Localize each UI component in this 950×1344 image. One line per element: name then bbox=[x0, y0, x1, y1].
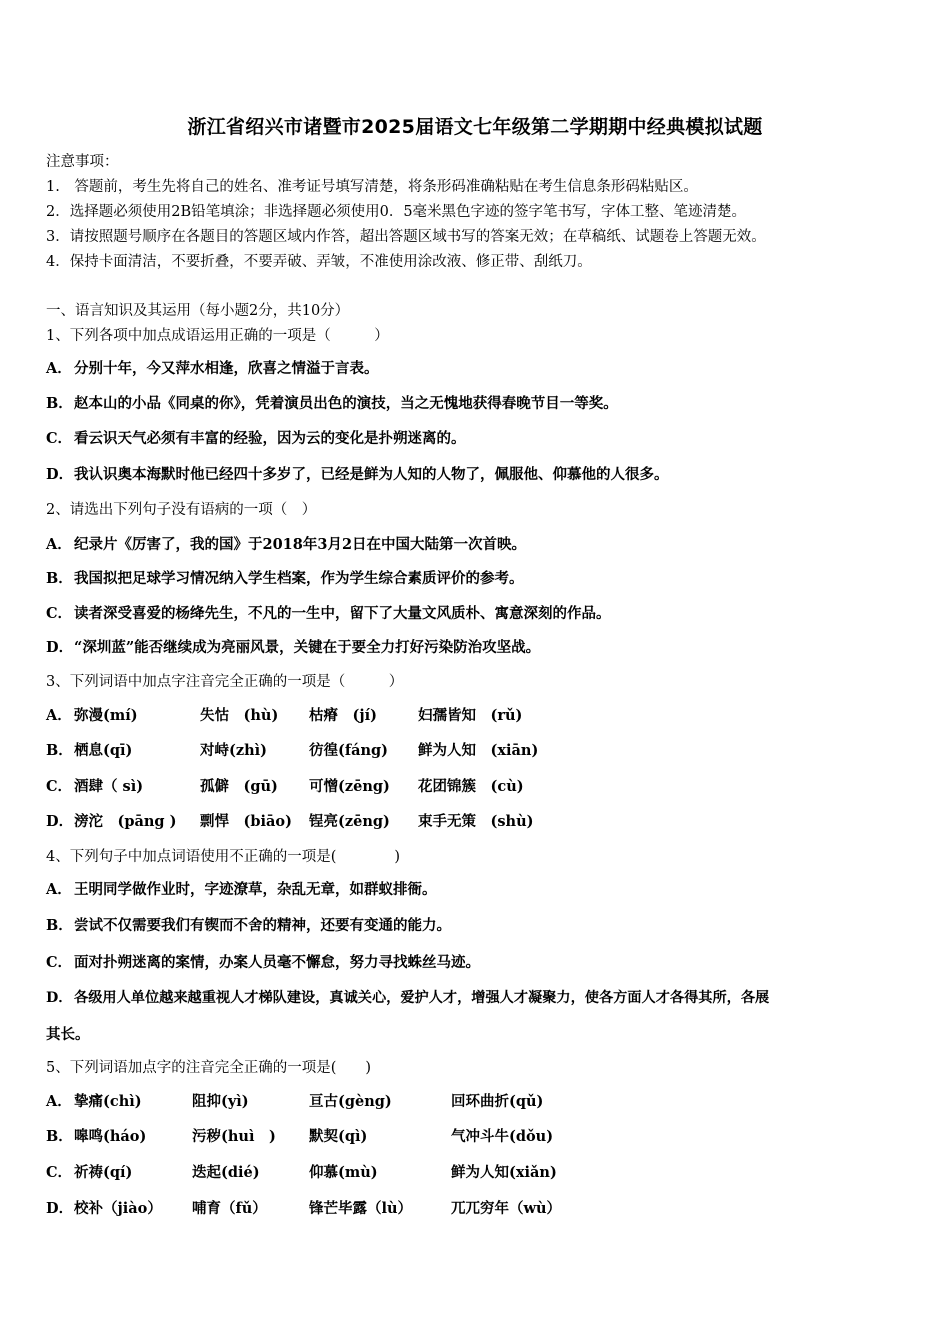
word-cell: 阻抑(yì) bbox=[192, 1093, 249, 1110]
note-item-4: 4．保持卡面清洁，不要折叠，不要弄破、弄皱，不准使用涂改液、修正带、刮纸刀。 bbox=[46, 254, 592, 270]
question-4-option-a bbox=[46, 880, 437, 900]
word-cell: 嗥鸣(háo) bbox=[74, 1128, 147, 1145]
option-label: B． bbox=[46, 395, 73, 412]
word-cell: 亘古(gèng) bbox=[309, 1093, 392, 1110]
word-cell: 酒肆（ sì) bbox=[74, 778, 144, 795]
question-2-stem: 2、请选出下列句子没有语病的一项（ ） bbox=[46, 502, 317, 518]
question-5-stem: 5、下列词语加点字的注音完全正确的一项是( ) bbox=[46, 1060, 372, 1076]
option-text: 我认识奥本海默时他已经四十多岁了，已经是鲜为人知的人物了，佩服他、仰慕他的人很多。 bbox=[74, 466, 669, 483]
row-label: C． bbox=[46, 1164, 73, 1181]
option-text: 面对扑朔迷离的案情，办案人员毫不懈怠，努力寻找蛛丝马迹。 bbox=[74, 954, 480, 971]
question-1-option-a bbox=[46, 359, 379, 379]
option-label: B． bbox=[46, 570, 73, 587]
option-text: 分别十年，今又萍水相逢，欣喜之情溢于言表。 bbox=[74, 360, 379, 377]
word-cell: 滂沱 (pāng ) bbox=[74, 813, 177, 830]
option-label: C． bbox=[46, 605, 73, 622]
option-label: B． bbox=[46, 917, 73, 934]
note-item-1: 1. 答题前，考生先将自己的姓名、准考证号填写清楚，将条形码准确粘贴在考生信息条形码粘贴区。 bbox=[46, 179, 698, 195]
question-2-option-b bbox=[46, 569, 524, 589]
row-label: D． bbox=[46, 1200, 74, 1217]
row-label: D． bbox=[46, 813, 74, 830]
question-4-option-b bbox=[46, 916, 451, 936]
row-label: A． bbox=[46, 1093, 72, 1110]
word-cell: 兀兀穷年（wù） bbox=[451, 1200, 562, 1217]
option-text: 看云识天气必须有丰富的经验，因为云的变化是扑朔迷离的。 bbox=[74, 430, 466, 447]
note-item-2: 2．选择题必须使用2B铅笔填涂；非选择题必须使用0．5毫米黑色字迹的签字笔书写，字体工整、笔迹清楚。 bbox=[46, 204, 747, 220]
word-cell: 锃亮(zēng) bbox=[309, 813, 390, 830]
row-label: B． bbox=[46, 1128, 73, 1145]
word-cell: 污秽(huì ) bbox=[192, 1128, 276, 1145]
word-cell: 失怙 (hù) bbox=[200, 707, 279, 724]
question-4-option-d bbox=[46, 988, 769, 1008]
option-text: 纪录片《厉害了，我的国》于2018年3月2日在中国大陆第一次首映。 bbox=[74, 536, 527, 553]
word-cell: 彷徨(fáng) bbox=[309, 742, 389, 759]
question-4-stem: 4、下列句子中加点词语使用不正确的一项是( ) bbox=[46, 849, 401, 865]
question-4-option-d-continued: 其长。 bbox=[46, 1026, 90, 1043]
question-3-stem: 3、下列词语中加点字注音完全正确的一项是（ ） bbox=[46, 674, 404, 690]
option-text: 尝试不仅需要我们有锲而不舍的精神，还要有变通的能力。 bbox=[74, 917, 451, 934]
word-cell: 枯瘠 (jí) bbox=[309, 707, 377, 724]
row-label: B． bbox=[46, 742, 73, 759]
option-text: 王明同学做作业时，字迹潦草，杂乱无章，如群蚁排衙。 bbox=[74, 881, 437, 898]
question-1-option-d bbox=[46, 465, 669, 485]
question-4-option-c bbox=[46, 953, 480, 973]
question-2-option-a bbox=[46, 535, 526, 555]
word-cell: 鲜为人知(xiǎn) bbox=[451, 1164, 557, 1181]
option-label: D． bbox=[46, 639, 74, 656]
option-text: 赵本山的小品《同桌的你》，凭着演员出色的演技，当之无愧地获得春晚节目一等奖。 bbox=[74, 395, 618, 412]
option-text: 各级用人单位越来越重视人才梯队建设，真诚关心，爱护人才，增强人才凝聚力，使各方面人才各得其所，各展 bbox=[74, 990, 770, 1006]
note-item-3: 3．请按照题号顺序在各题目的答题区域内作答，超出答题区域书写的答案无效；在草稿纸、试题卷上答题无效。 bbox=[46, 229, 766, 245]
option-label: A． bbox=[46, 881, 72, 898]
word-cell: 校补（jiào） bbox=[74, 1200, 162, 1217]
option-label: A． bbox=[46, 536, 72, 553]
page-title: 浙江省绍兴市诸暨市2025届语文七年级第二学期期中经典模拟试题 bbox=[187, 116, 763, 138]
section-heading: 一、语言知识及其运用（每小题2分，共10分） bbox=[46, 303, 350, 319]
option-text: “深圳蓝”能否继续成为亮丽风景，关键在于要全力打好污染防治攻坚战。 bbox=[74, 639, 541, 656]
question-1-option-c bbox=[46, 429, 466, 449]
word-cell: 剽悍 (biāo) bbox=[200, 813, 292, 830]
question-2-option-c bbox=[46, 604, 611, 624]
word-cell: 祈祷(qí) bbox=[74, 1164, 133, 1181]
option-text: 我国拟把足球学习情况纳入学生档案，作为学生综合素质评价的参考。 bbox=[74, 570, 524, 587]
word-cell: 孤僻 (gū) bbox=[200, 778, 278, 795]
option-label: C． bbox=[46, 430, 73, 447]
word-cell: 对峙(zhì) bbox=[200, 742, 268, 759]
option-label: D． bbox=[46, 466, 74, 483]
row-label: A． bbox=[46, 707, 72, 724]
word-cell: 栖息(qī) bbox=[74, 742, 133, 759]
option-label: C． bbox=[46, 954, 73, 971]
word-cell: 挚痛(chì) bbox=[74, 1093, 142, 1110]
word-cell: 默契(qì) bbox=[309, 1128, 368, 1145]
word-cell: 鲜为人知 (xiān) bbox=[418, 742, 539, 759]
word-cell: 妇孺皆知 (rǔ) bbox=[418, 707, 523, 724]
word-cell: 花团锦簇 (cù) bbox=[418, 778, 524, 795]
word-cell: 可憎(zēng) bbox=[309, 778, 390, 795]
option-text: 读者深受喜爱的杨绛先生，不凡的一生中，留下了大量文风质朴、寓意深刻的作品。 bbox=[74, 605, 611, 622]
word-cell: 束手无策 (shù) bbox=[418, 813, 534, 830]
word-cell: 回环曲折(qǔ) bbox=[451, 1093, 544, 1110]
word-cell: 迭起(dié) bbox=[192, 1164, 260, 1181]
notes-heading: 注意事项： bbox=[46, 154, 119, 170]
row-label: C． bbox=[46, 778, 73, 795]
word-cell: 仰慕(mù) bbox=[309, 1164, 378, 1181]
question-1-stem: 1、下列各项中加点成语运用正确的一项是（ ） bbox=[46, 328, 389, 344]
word-cell: 弥漫(mí) bbox=[74, 707, 138, 724]
option-label: D． bbox=[46, 990, 73, 1006]
option-label: A． bbox=[46, 360, 72, 377]
question-2-option-d bbox=[46, 638, 540, 658]
question-1-option-b bbox=[46, 394, 618, 414]
word-cell: 锋芒毕露（lù） bbox=[309, 1200, 413, 1217]
word-cell: 哺育（fǔ） bbox=[192, 1200, 267, 1217]
word-cell: 气冲斗牛(dǒu) bbox=[451, 1128, 554, 1145]
